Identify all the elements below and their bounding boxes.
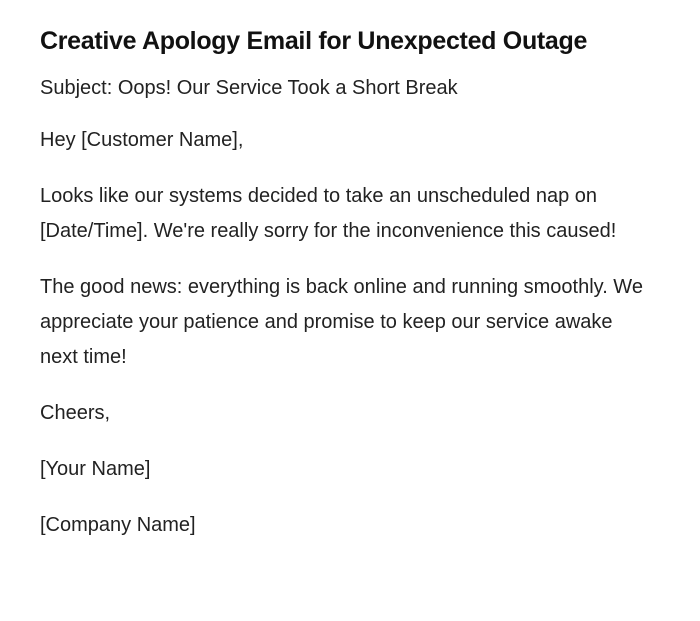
- email-company-name: [Company Name]: [40, 514, 196, 536]
- email-document: [40, 24, 650, 543]
- email-signoff: Cheers,: [40, 402, 111, 424]
- page-title: Creative Apology Email for Unexpected Outage: [40, 27, 588, 55]
- email-subject: Subject: Oops! Our Service Took a Short Break: [40, 77, 458, 99]
- email-sender-name: [Your Name]: [40, 458, 151, 480]
- email-greeting: Hey [Customer Name],: [40, 129, 244, 151]
- email-paragraph-good-news: The good news: everything is back online and running smoothly. We appreciate your patience and promise to keep our service awake next time!: [40, 276, 643, 368]
- email-paragraph-apology: Looks like our systems decided to take an unscheduled nap on [Date/Time]. We're really sorry for the inconvenience this caused!: [40, 185, 617, 242]
